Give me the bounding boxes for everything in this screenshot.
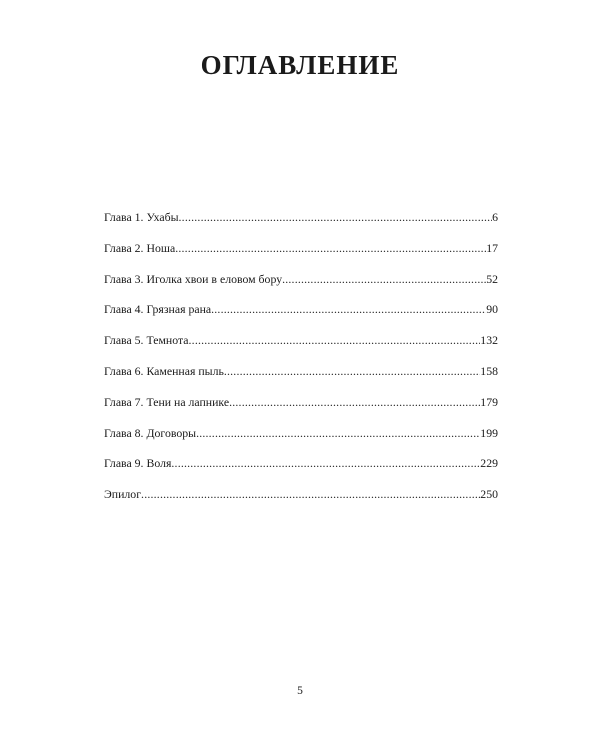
- toc-entry-page: 52: [486, 271, 498, 286]
- toc-entry-chapter-3: [104, 271, 498, 305]
- toc-entry-chapter-5: [104, 335, 498, 366]
- toc-entry-chapter-2: [104, 240, 498, 274]
- toc-entry-title: Глава 3. Иголка хвои в еловом бору: [104, 271, 283, 286]
- toc-entry-title: Глава 4. Грязная рана: [104, 302, 212, 317]
- toc-entry-title: Глава 9. Воля: [104, 456, 172, 471]
- toc-entry-title: Глава 1. Ухабы: [104, 210, 179, 224]
- toc-leader-dots: [179, 212, 493, 224]
- toc-leader-dots: [211, 304, 486, 316]
- toc-entry-chapter-7: [104, 394, 498, 428]
- toc-entry-chapter-8: [104, 425, 498, 459]
- toc-leader-dots: [189, 335, 481, 347]
- page-number: 5: [297, 685, 303, 697]
- toc-entry-chapter-1: [104, 212, 498, 243]
- toc-entry-page: 250: [480, 487, 498, 502]
- toc-entry-title: Глава 7. Тени на лапнике: [104, 394, 230, 409]
- toc-entry-title: Глава 5. Темнота: [104, 333, 189, 348]
- toc-entry-epilogue: [104, 489, 498, 520]
- toc-entry-page: 229: [480, 456, 498, 471]
- toc-leader-dots: [175, 243, 486, 255]
- table-of-contents: [104, 212, 498, 520]
- toc-entry-title: Глава 2. Ноша: [104, 240, 176, 255]
- toc-entry-chapter-4: [104, 304, 498, 335]
- toc-entry-title: Глава 8. Договоры: [104, 425, 197, 440]
- toc-entry-page: 158: [480, 363, 498, 378]
- toc-leader-dots: [141, 489, 480, 501]
- toc-leader-dots: [171, 458, 480, 470]
- toc-entry-page: 199: [480, 425, 498, 440]
- toc-leader-dots: [224, 366, 480, 378]
- toc-leader-dots: [229, 397, 480, 409]
- toc-entry-page: 179: [480, 394, 498, 409]
- toc-entry-chapter-6: [104, 363, 498, 397]
- toc-entry-title: Глава 6. Каменная пыль: [104, 363, 224, 378]
- page-title: ОГЛАВЛЕНИЕ: [200, 50, 400, 80]
- toc-entry-title: Эпилог: [104, 487, 142, 502]
- toc-entry-chapter-9: [104, 458, 498, 489]
- toc-entry-page: 132: [480, 333, 498, 348]
- toc-leader-dots: [196, 428, 480, 440]
- toc-entry-page: 17: [486, 240, 498, 255]
- toc-entry-page: 90: [486, 302, 498, 317]
- toc-entry-page: 6: [492, 210, 498, 224]
- toc-leader-dots: [282, 274, 486, 286]
